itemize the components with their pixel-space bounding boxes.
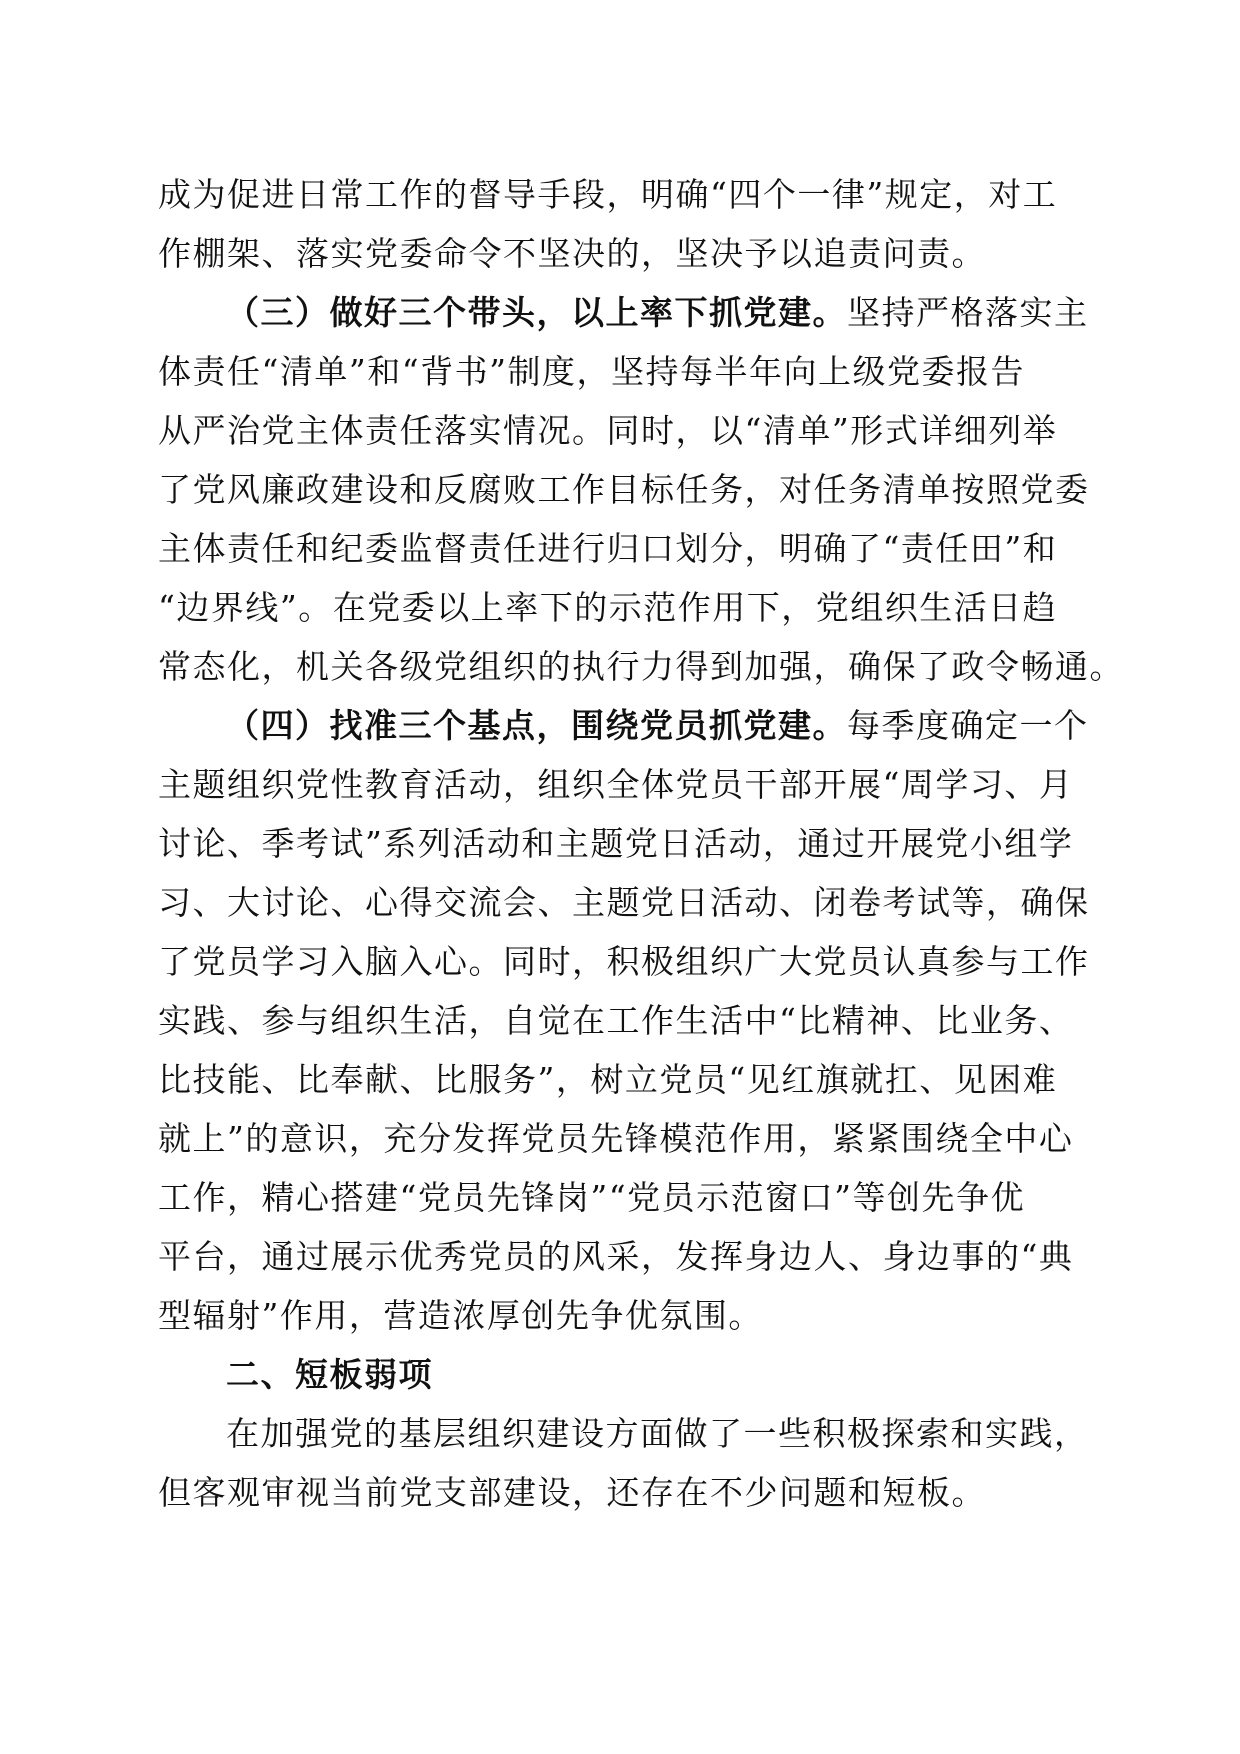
body-line: 平台，通过展示优秀党员的风采，发挥身边人、身边事的“典 (158, 1237, 1074, 1276)
body-line: 主题组织党性教育活动，组织全体党员干部开展“周学习、月 (158, 765, 1074, 804)
body-line: 就上”的意识，充分发挥党员先锋模范作用，紧紧围绕全中心 (158, 1119, 1074, 1158)
body-line: 了党风廉政建设和反腐败工作目标任务，对任务清单按照党委 (158, 470, 1090, 509)
body-line: 讨论、季考试”系列活动和主题党日活动，通过开展党小组学 (158, 824, 1074, 863)
body-line: 但客观审视当前党支部建设，还存在不少问题和短板。 (158, 1473, 986, 1512)
section-4-line (226, 704, 1089, 748)
section-4-heading: （四）找准三个基点，围绕党员抓党建。 (226, 706, 847, 745)
body-line: 作棚架、落实党委命令不坚决的，坚决予以追责问责。 (158, 234, 986, 273)
body-line: 从严治党主体责任落实情况。同时，以“清单”形式详细列举 (158, 411, 1058, 450)
body-line: 型辐射”作用，营造浓厚创先争优氛围。 (158, 1296, 763, 1335)
section-2-heading: 二、短板弱项 (226, 1355, 433, 1394)
body-line: 习、大讨论、心得交流会、主题党日活动、闭卷考试等，确保 (158, 883, 1090, 922)
section-3-heading: （三）做好三个带头，以上率下抓党建。 (226, 293, 847, 332)
body-line: 主体责任和纪委监督责任进行归口划分，明确了“责任田”和 (158, 529, 1058, 568)
body-line: 工作，精心搭建“党员先锋岗”“党员示范窗口”等创先争优 (158, 1178, 1025, 1217)
body-line: “边界线”。在党委以上率下的示范作用下，党组织生活日趋 (158, 588, 1058, 627)
body-line: 在加强党的基层组织建设方面做了一些积极探索和实践， (226, 1414, 1089, 1453)
body-line: 常态化，机关各级党组织的执行力得到加强，确保了政令畅通。 (158, 647, 1124, 686)
body-line: 实践、参与组织生活，自觉在工作生活中“比精神、比业务、 (158, 1001, 1074, 1040)
body-line: 了党员学习入脑入心。同时，积极组织广大党员认真参与工作 (158, 942, 1090, 981)
section-3-line (226, 291, 1089, 335)
body-line: 比技能、比奉献、比服务”，树立党员“见红旗就扛、见困难 (158, 1060, 1058, 1099)
section-3-lead: 坚持严格落实主 (847, 293, 1089, 332)
body-line: 成为促进日常工作的督导手段，明确“四个一律”规定，对工 (158, 175, 1058, 214)
section-4-lead: 每季度确定一个 (847, 706, 1089, 745)
body-line: 体责任“清单”和“背书”制度，坚持每半年向上级党委报告 (158, 352, 1025, 391)
